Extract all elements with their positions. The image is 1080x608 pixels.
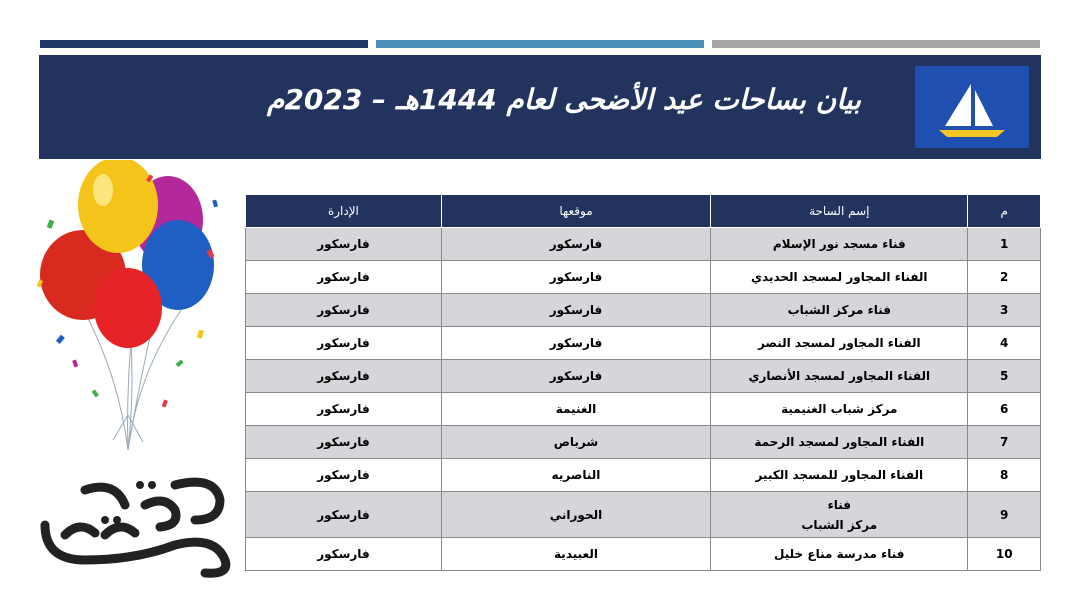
column-header-num: م xyxy=(968,195,1041,228)
cell-num: 3 xyxy=(968,294,1041,327)
cell-location: فارسكور xyxy=(441,327,710,360)
cell-location: فارسكور xyxy=(441,294,710,327)
eid-saeed-calligraphy xyxy=(25,465,235,580)
cell-admin: فارسكور xyxy=(246,492,442,538)
cell-location: الحوراني xyxy=(441,492,710,538)
cell-num: 5 xyxy=(968,360,1041,393)
cell-name: مركز شباب الغنيمية xyxy=(711,393,968,426)
cell-location: العبيدية xyxy=(441,538,710,571)
cell-name-line: مركز الشباب xyxy=(801,517,878,532)
cell-location: فارسكور xyxy=(441,261,710,294)
balloons-decoration xyxy=(28,160,228,460)
cell-location: فارسكور xyxy=(441,228,710,261)
top-accent-bar-gray xyxy=(712,40,1040,48)
cell-num: 8 xyxy=(968,459,1041,492)
cell-num: 2 xyxy=(968,261,1041,294)
sailboat-icon xyxy=(915,66,1029,148)
cell-location: الغنيمة xyxy=(441,393,710,426)
cell-name: فناء مدرسة مناع خليل xyxy=(711,538,968,571)
table-header-row xyxy=(246,195,1041,228)
top-accent-bar-navy xyxy=(40,40,368,48)
cell-admin: فارسكور xyxy=(246,294,442,327)
table-row xyxy=(246,294,1041,327)
cell-admin: فارسكور xyxy=(246,459,442,492)
column-header-admin: الإدارة xyxy=(246,195,442,228)
cell-admin: فارسكور xyxy=(246,538,442,571)
cell-num: 7 xyxy=(968,426,1041,459)
squares-table xyxy=(245,194,1041,571)
cell-location: فارسكور xyxy=(441,360,710,393)
cell-admin: فارسكور xyxy=(246,393,442,426)
table-row xyxy=(246,492,1041,538)
cell-num: 6 xyxy=(968,393,1041,426)
cell-num: 10 xyxy=(968,538,1041,571)
cell-num: 9 xyxy=(968,492,1041,538)
cell-admin: فارسكور xyxy=(246,360,442,393)
cell-admin: فارسكور xyxy=(246,261,442,294)
cell-admin: فارسكور xyxy=(246,426,442,459)
cell-name: فناء مسجد نور الإسلام xyxy=(711,228,968,261)
cell-location: الناصريه xyxy=(441,459,710,492)
cell-name: الفناء المجاور لمسجد النصر xyxy=(711,327,968,360)
cell-name: الفناء المجاور لمسجد الأنصاري xyxy=(711,360,968,393)
table-row xyxy=(246,360,1041,393)
table-row xyxy=(246,459,1041,492)
cell-name: الفناء المجاور لمسجد الحديدي xyxy=(711,261,968,294)
table-row xyxy=(246,538,1041,571)
logo xyxy=(915,66,1029,148)
cell-num: 4 xyxy=(968,327,1041,360)
cell-admin: فارسكور xyxy=(246,228,442,261)
cell-name: فناء مركز الشباب xyxy=(711,294,968,327)
cell-name-line: فناء xyxy=(827,497,851,512)
cell-admin: فارسكور xyxy=(246,327,442,360)
eid-saeed-calligraphy-icon xyxy=(25,465,235,580)
cell-name xyxy=(711,492,968,538)
page-title: بيان بساحات عيد الأضحى لعام 1444هـ – 2023م xyxy=(267,83,861,116)
table-row xyxy=(246,228,1041,261)
table-row xyxy=(246,393,1041,426)
balloons-icon xyxy=(28,160,228,460)
title-banner xyxy=(39,55,1041,159)
cell-location: شرباص xyxy=(441,426,710,459)
table-row xyxy=(246,261,1041,294)
table-row xyxy=(246,327,1041,360)
top-accent-bar-blue xyxy=(376,40,704,48)
cell-num: 1 xyxy=(968,228,1041,261)
cell-name: الفناء المجاور لمسجد الرحمة xyxy=(711,426,968,459)
column-header-location: موقعها xyxy=(441,195,710,228)
cell-name: الفناء المجاور للمسجد الكبير xyxy=(711,459,968,492)
column-header-name: إسم الساحة xyxy=(711,195,968,228)
table-row xyxy=(246,426,1041,459)
